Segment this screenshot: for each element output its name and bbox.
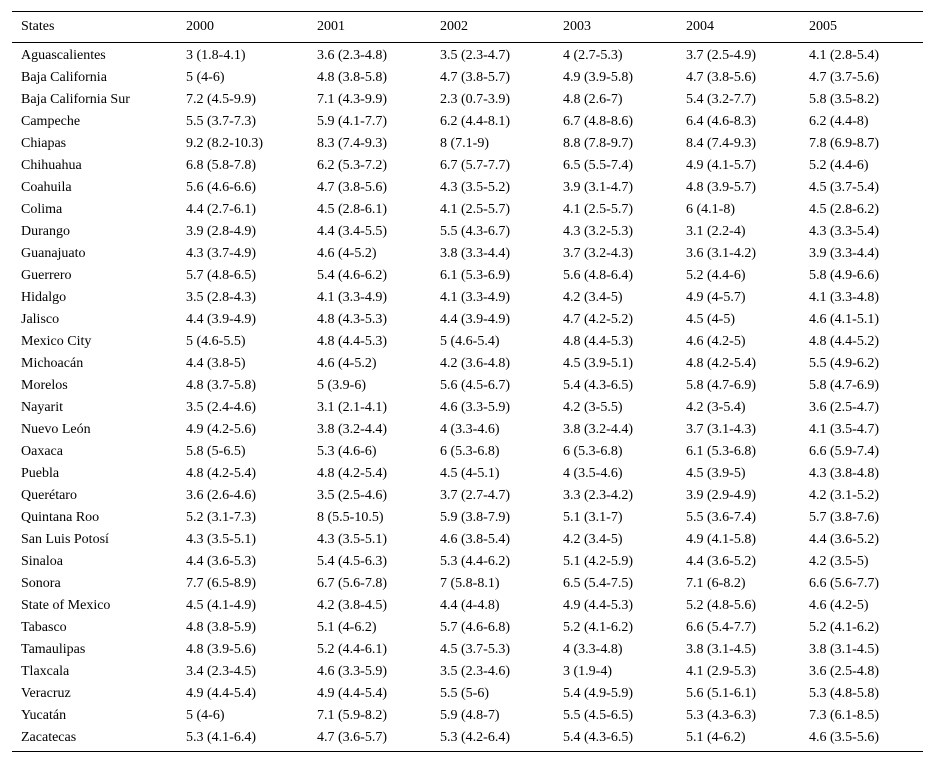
value-cell: 7.2 (4.5-9.9) bbox=[186, 92, 256, 107]
column-header-year: 2002 bbox=[431, 12, 554, 43]
value-cell: 4.8 (3.9-5.7) bbox=[686, 180, 756, 195]
value-cell: 4.4 (3.4-5.5) bbox=[317, 224, 387, 239]
value-cell: 3.7 (2.7-4.7) bbox=[440, 488, 510, 503]
value-cell: 3.9 (3.1-4.7) bbox=[563, 180, 633, 195]
value-cell: 3 (1.8-4.1) bbox=[186, 48, 246, 63]
value-cell: 6 (5.3-6.8) bbox=[563, 444, 623, 459]
value-cell: 5.3 (4.8-5.8) bbox=[809, 686, 879, 701]
value-cell: 5.2 (4.4-6.1) bbox=[317, 642, 387, 657]
state-name-cell: Aguascalientes bbox=[21, 48, 106, 63]
value-cell: 4 (3.5-4.6) bbox=[563, 466, 623, 481]
table-row bbox=[12, 639, 923, 661]
table-row bbox=[12, 155, 923, 177]
value-cell: 6.6 (5.4-7.7) bbox=[686, 620, 756, 635]
value-cell: 6.8 (5.8-7.8) bbox=[186, 158, 256, 173]
value-cell: 4.6 (3.3-5.9) bbox=[440, 400, 510, 415]
table-row bbox=[12, 661, 923, 683]
value-cell: 6.2 (5.3-7.2) bbox=[317, 158, 387, 173]
value-cell: 4.2 (3.6-4.8) bbox=[440, 356, 510, 371]
state-name-cell: Sonora bbox=[21, 576, 61, 591]
value-cell: 4.5 (3.9-5) bbox=[686, 466, 746, 481]
state-name-cell: Mexico City bbox=[21, 334, 92, 349]
value-cell: 3.7 (2.5-4.9) bbox=[686, 48, 756, 63]
column-header-year: 2003 bbox=[554, 12, 677, 43]
state-name-cell: Oaxaca bbox=[21, 444, 63, 459]
value-cell: 4.2 (3.4-5) bbox=[563, 290, 623, 305]
value-cell: 4.1 (2.8-5.4) bbox=[809, 48, 879, 63]
table-row bbox=[12, 463, 923, 485]
value-cell: 4.1 (3.5-4.7) bbox=[809, 422, 879, 437]
value-cell: 8.3 (7.4-9.3) bbox=[317, 136, 387, 151]
value-cell: 4.3 (3.5-5.1) bbox=[317, 532, 387, 547]
value-cell: 3.9 (3.3-4.4) bbox=[809, 246, 879, 261]
value-cell: 4.8 (4.2-5.4) bbox=[317, 466, 387, 481]
value-cell: 4.3 (3.8-4.8) bbox=[809, 466, 879, 481]
value-cell: 3.8 (3.1-4.5) bbox=[686, 642, 756, 657]
value-cell: 5.6 (4.6-6.6) bbox=[186, 180, 256, 195]
table-row bbox=[12, 177, 923, 199]
value-cell: 4.4 (3.8-5) bbox=[186, 356, 246, 371]
value-cell: 3.1 (2.1-4.1) bbox=[317, 400, 387, 415]
value-cell: 5.5 (3.6-7.4) bbox=[686, 510, 756, 525]
value-cell: 6.2 (4.4-8.1) bbox=[440, 114, 510, 129]
value-cell: 4.8 (3.8-5.9) bbox=[186, 620, 256, 635]
value-cell: 5.2 (4.8-5.6) bbox=[686, 598, 756, 613]
value-cell: 3.3 (2.3-4.2) bbox=[563, 488, 633, 503]
table-row bbox=[12, 265, 923, 287]
value-cell: 4.4 (3.9-4.9) bbox=[440, 312, 510, 327]
value-cell: 4.8 (4.4-5.3) bbox=[563, 334, 633, 349]
value-cell: 6.1 (5.3-6.9) bbox=[440, 268, 510, 283]
value-cell: 4.3 (3.3-5.4) bbox=[809, 224, 879, 239]
value-cell: 3.5 (2.4-4.6) bbox=[186, 400, 256, 415]
state-name-cell: Tlaxcala bbox=[21, 664, 70, 679]
value-cell: 4.7 (3.8-5.6) bbox=[317, 180, 387, 195]
value-cell: 4.9 (4.4-5.3) bbox=[563, 598, 633, 613]
value-cell: 8 (5.5-10.5) bbox=[317, 510, 384, 525]
value-cell: 4.1 (3.3-4.8) bbox=[809, 290, 879, 305]
value-cell: 5.1 (4-6.2) bbox=[677, 727, 800, 752]
value-cell: 4.6 (3.8-5.4) bbox=[440, 532, 510, 547]
value-cell: 5 (4-6) bbox=[186, 708, 225, 723]
value-cell: 4.4 (4-4.8) bbox=[440, 598, 500, 613]
value-cell: 3.1 (2.2-4) bbox=[686, 224, 746, 239]
table-row bbox=[12, 331, 923, 353]
value-cell: 5.6 (4.5-6.7) bbox=[440, 378, 510, 393]
value-cell: 5.7 (4.8-6.5) bbox=[186, 268, 256, 283]
value-cell: 4.1 (3.3-4.9) bbox=[440, 290, 510, 305]
value-cell: 5.9 (3.8-7.9) bbox=[440, 510, 510, 525]
data-table-container bbox=[12, 11, 923, 752]
value-cell: 6.2 (4.4-8) bbox=[809, 114, 869, 129]
state-name-cell: Puebla bbox=[21, 466, 60, 481]
value-cell: 4.8 (4.3-5.3) bbox=[317, 312, 387, 327]
value-cell: 4.8 (4.4-5.3) bbox=[317, 334, 387, 349]
value-cell: 5.4 (4.5-6.3) bbox=[317, 554, 387, 569]
value-cell: 5.8 (5-6.5) bbox=[186, 444, 246, 459]
value-cell: 6.6 (5.9-7.4) bbox=[809, 444, 879, 459]
value-cell: 3.9 (2.8-4.9) bbox=[186, 224, 256, 239]
state-name-cell: Morelos bbox=[21, 378, 68, 393]
value-cell: 4.5 (3.9-5.1) bbox=[563, 356, 633, 371]
value-cell: 5.6 (4.8-6.4) bbox=[563, 268, 633, 283]
value-cell: 7.7 (6.5-8.9) bbox=[186, 576, 256, 591]
table-row bbox=[12, 419, 923, 441]
value-cell: 4.8 (3.8-5.8) bbox=[317, 70, 387, 85]
value-cell: 5.4 (4.6-6.2) bbox=[317, 268, 387, 283]
value-cell: 5 (3.9-6) bbox=[317, 378, 366, 393]
value-cell: 5.5 (4.5-6.5) bbox=[563, 708, 633, 723]
value-cell: 5.8 (4.7-6.9) bbox=[809, 378, 879, 393]
state-name-cell: Tabasco bbox=[21, 620, 67, 635]
table-row bbox=[12, 133, 923, 155]
value-cell: 4.9 (4.1-5.8) bbox=[686, 532, 756, 547]
value-cell: 5.8 (4.9-6.6) bbox=[809, 268, 879, 283]
table-row bbox=[12, 287, 923, 309]
value-cell: 5 (4.6-5.4) bbox=[440, 334, 500, 349]
header-row bbox=[12, 12, 923, 43]
value-cell: 5.9 (4.8-7) bbox=[440, 708, 500, 723]
value-cell: 3.7 (3.1-4.3) bbox=[686, 422, 756, 437]
value-cell: 4.7 (3.8-5.7) bbox=[440, 70, 510, 85]
value-cell: 5.8 (4.7-6.9) bbox=[686, 378, 756, 393]
value-cell: 5.2 (3.1-7.3) bbox=[186, 510, 256, 525]
value-cell: 8.4 (7.4-9.3) bbox=[686, 136, 756, 151]
value-cell: 5.3 (4.2-6.4) bbox=[431, 727, 554, 752]
value-cell: 4.7 (4.2-5.2) bbox=[563, 312, 633, 327]
value-cell: 5.2 (4.4-6) bbox=[809, 158, 869, 173]
value-cell: 4.9 (4.1-5.7) bbox=[686, 158, 756, 173]
value-cell: 7.1 (5.9-8.2) bbox=[317, 708, 387, 723]
value-cell: 3.7 (3.2-4.3) bbox=[563, 246, 633, 261]
value-cell: 5.2 (4.4-6) bbox=[686, 268, 746, 283]
state-name-cell: Quintana Roo bbox=[21, 510, 100, 525]
value-cell: 4.2 (3-5.5) bbox=[563, 400, 623, 415]
value-cell: 4 (3.3-4.6) bbox=[440, 422, 500, 437]
value-cell: 4.2 (3-5.4) bbox=[686, 400, 746, 415]
value-cell: 4.5 (2.8-6.1) bbox=[317, 202, 387, 217]
value-cell: 5.4 (4.3-6.5) bbox=[563, 378, 633, 393]
table-row bbox=[12, 199, 923, 221]
table-row bbox=[12, 221, 923, 243]
state-name-cell: State of Mexico bbox=[21, 598, 111, 613]
table-body bbox=[12, 43, 923, 752]
value-cell: 5.3 (4.1-6.4) bbox=[177, 727, 308, 752]
table-header bbox=[12, 12, 923, 43]
column-header-year: 2000 bbox=[177, 12, 308, 43]
value-cell: 2.3 (0.7-3.9) bbox=[440, 92, 510, 107]
state-name-cell: Nayarit bbox=[21, 400, 63, 415]
value-cell: 6 (5.3-6.8) bbox=[440, 444, 500, 459]
value-cell: 4.6 (4.2-5) bbox=[686, 334, 746, 349]
value-cell: 3.6 (2.5-4.8) bbox=[809, 664, 879, 679]
state-name-cell: Jalisco bbox=[21, 312, 60, 327]
value-cell: 5.1 (4.2-5.9) bbox=[563, 554, 633, 569]
table-row bbox=[12, 551, 923, 573]
value-cell: 5.5 (4.3-6.7) bbox=[440, 224, 510, 239]
state-name-cell: Nuevo León bbox=[21, 422, 91, 437]
value-cell: 4.6 (4.1-5.1) bbox=[809, 312, 879, 327]
value-cell: 4.5 (4-5.1) bbox=[440, 466, 500, 481]
state-name-cell: Chihuahua bbox=[21, 158, 82, 173]
table-row bbox=[12, 309, 923, 331]
value-cell: 4.4 (3.6-5.2) bbox=[686, 554, 756, 569]
state-name-cell: Michoacán bbox=[21, 356, 84, 371]
table-row bbox=[12, 89, 923, 111]
value-cell: 7.1 (4.3-9.9) bbox=[317, 92, 387, 107]
value-cell: 4.8 (2.6-7) bbox=[563, 92, 623, 107]
value-cell: 3.6 (2.6-4.6) bbox=[186, 488, 256, 503]
value-cell: 5.4 (4.9-5.9) bbox=[563, 686, 633, 701]
value-cell: 6.1 (5.3-6.8) bbox=[686, 444, 756, 459]
value-cell: 4.9 (4.4-5.4) bbox=[317, 686, 387, 701]
state-name-cell: Querétaro bbox=[21, 488, 77, 503]
value-cell: 5 (4.6-5.5) bbox=[186, 334, 246, 349]
table-row bbox=[12, 595, 923, 617]
table-row bbox=[12, 67, 923, 89]
value-cell: 4.3 (3.5-5.2) bbox=[440, 180, 510, 195]
value-cell: 7.8 (6.9-8.7) bbox=[809, 136, 879, 151]
state-name-cell: Guerrero bbox=[21, 268, 72, 283]
value-cell: 3.8 (3.3-4.4) bbox=[440, 246, 510, 261]
value-cell: 6.7 (4.8-8.6) bbox=[563, 114, 633, 129]
table-row bbox=[12, 529, 923, 551]
value-cell: 4.6 (3.5-5.6) bbox=[800, 727, 923, 752]
value-cell: 6 (4.1-8) bbox=[686, 202, 735, 217]
value-cell: 8.8 (7.8-9.7) bbox=[563, 136, 633, 151]
value-cell: 4.8 (4.4-5.2) bbox=[809, 334, 879, 349]
value-cell: 4.1 (3.3-4.9) bbox=[317, 290, 387, 305]
state-name-cell: Sinaloa bbox=[21, 554, 63, 569]
value-cell: 5.3 (4.4-6.2) bbox=[440, 554, 510, 569]
state-name-cell: San Luis Potosí bbox=[21, 532, 109, 547]
value-cell: 5.2 (4.1-6.2) bbox=[809, 620, 879, 635]
table-row bbox=[12, 617, 923, 639]
value-cell: 4.9 (4-5.7) bbox=[686, 290, 746, 305]
column-header-year: 2004 bbox=[677, 12, 800, 43]
table-row bbox=[12, 485, 923, 507]
value-cell: 3.5 (2.3-4.7) bbox=[440, 48, 510, 63]
value-cell: 8 (7.1-9) bbox=[440, 136, 489, 151]
state-name-cell: Yucatán bbox=[21, 708, 67, 723]
value-cell: 5.3 (4.6-6) bbox=[317, 444, 377, 459]
value-cell: 5.2 (4.1-6.2) bbox=[563, 620, 633, 635]
value-cell: 4 (2.7-5.3) bbox=[563, 48, 623, 63]
value-cell: 4.7 (3.6-5.7) bbox=[308, 727, 431, 752]
value-cell: 3.4 (2.3-4.5) bbox=[186, 664, 256, 679]
value-cell: 4.7 (3.7-5.6) bbox=[809, 70, 879, 85]
table-row bbox=[12, 43, 923, 68]
value-cell: 4.4 (3.9-4.9) bbox=[186, 312, 256, 327]
value-cell: 5.6 (5.1-6.1) bbox=[686, 686, 756, 701]
table-row bbox=[12, 683, 923, 705]
table-row bbox=[12, 705, 923, 727]
value-cell: 5.5 (3.7-7.3) bbox=[186, 114, 256, 129]
value-cell: 5 (4-6) bbox=[186, 70, 225, 85]
state-name-cell: Baja California Sur bbox=[21, 92, 130, 107]
state-name-cell: Tamaulipas bbox=[21, 642, 86, 657]
column-header-year: 2005 bbox=[800, 12, 923, 43]
state-name-cell: Colima bbox=[21, 202, 63, 217]
value-cell: 5.7 (3.8-7.6) bbox=[809, 510, 879, 525]
value-cell: 3.6 (2.3-4.8) bbox=[317, 48, 387, 63]
value-cell: 4.4 (3.6-5.3) bbox=[186, 554, 256, 569]
value-cell: 3.6 (2.5-4.7) bbox=[809, 400, 879, 415]
state-name-cell: Chiapas bbox=[21, 136, 67, 151]
value-cell: 4.6 (3.3-5.9) bbox=[317, 664, 387, 679]
value-cell: 5.8 (3.5-8.2) bbox=[809, 92, 879, 107]
value-cell: 4.6 (4.2-5) bbox=[809, 598, 869, 613]
value-cell: 4.1 (2.9-5.3) bbox=[686, 664, 756, 679]
value-cell: 6.7 (5.6-7.8) bbox=[317, 576, 387, 591]
value-cell: 6.5 (5.4-7.5) bbox=[563, 576, 633, 591]
value-cell: 4.8 (3.7-5.8) bbox=[186, 378, 256, 393]
value-cell: 4.8 (4.2-5.4) bbox=[186, 466, 256, 481]
table-row bbox=[12, 507, 923, 529]
table-row bbox=[12, 111, 923, 133]
value-cell: 4 (3.3-4.8) bbox=[563, 642, 623, 657]
value-cell: 4.5 (3.7-5.3) bbox=[440, 642, 510, 657]
table-row bbox=[12, 397, 923, 419]
value-cell: 4.6 (4-5.2) bbox=[317, 246, 377, 261]
data-table bbox=[12, 11, 923, 752]
value-cell: 5.1 (3.1-7) bbox=[563, 510, 623, 525]
value-cell: 7.1 (6-8.2) bbox=[686, 576, 746, 591]
value-cell: 5.1 (4-6.2) bbox=[317, 620, 377, 635]
value-cell: 4.5 (4.1-4.9) bbox=[186, 598, 256, 613]
value-cell: 3.8 (3.1-4.5) bbox=[809, 642, 879, 657]
state-name-cell: Campeche bbox=[21, 114, 81, 129]
value-cell: 4.9 (4.2-5.6) bbox=[186, 422, 256, 437]
state-name-cell: Baja California bbox=[21, 70, 107, 85]
value-cell: 5.4 (3.2-7.7) bbox=[686, 92, 756, 107]
column-header-states: States bbox=[12, 12, 177, 43]
value-cell: 5.5 (4.9-6.2) bbox=[809, 356, 879, 371]
value-cell: 5.9 (4.1-7.7) bbox=[317, 114, 387, 129]
value-cell: 4.6 (4-5.2) bbox=[317, 356, 377, 371]
value-cell: 4.2 (3.8-4.5) bbox=[317, 598, 387, 613]
value-cell: 4.9 (4.4-5.4) bbox=[186, 686, 256, 701]
table-row bbox=[12, 353, 923, 375]
value-cell: 4.5 (3.7-5.4) bbox=[809, 180, 879, 195]
value-cell: 4.5 (4-5) bbox=[686, 312, 735, 327]
value-cell: 4.5 (2.8-6.2) bbox=[809, 202, 879, 217]
value-cell: 5.3 (4.3-6.3) bbox=[686, 708, 756, 723]
value-cell: 4.2 (3.1-5.2) bbox=[809, 488, 879, 503]
value-cell: 4.4 (3.6-5.2) bbox=[809, 532, 879, 547]
value-cell: 3.5 (2.8-4.3) bbox=[186, 290, 256, 305]
state-name-cell: Coahuila bbox=[21, 180, 72, 195]
column-header-year: 2001 bbox=[308, 12, 431, 43]
value-cell: 4.1 (2.5-5.7) bbox=[440, 202, 510, 217]
value-cell: 3.5 (2.3-4.6) bbox=[440, 664, 510, 679]
value-cell: 4.8 (3.9-5.6) bbox=[186, 642, 256, 657]
table-row bbox=[12, 375, 923, 397]
value-cell: 4.2 (3.4-5) bbox=[563, 532, 623, 547]
state-name-cell: Hidalgo bbox=[21, 290, 67, 305]
value-cell: 3.9 (2.9-4.9) bbox=[686, 488, 756, 503]
table-row bbox=[12, 727, 923, 752]
value-cell: 6.4 (4.6-8.3) bbox=[686, 114, 756, 129]
value-cell: 6.5 (5.5-7.4) bbox=[563, 158, 633, 173]
value-cell: 3.8 (3.2-4.4) bbox=[563, 422, 633, 437]
value-cell: 4.1 (2.5-5.7) bbox=[563, 202, 633, 217]
value-cell: 4.3 (3.7-4.9) bbox=[186, 246, 256, 261]
value-cell: 3.5 (2.5-4.6) bbox=[317, 488, 387, 503]
value-cell: 5.7 (4.6-6.8) bbox=[440, 620, 510, 635]
state-name-cell: Veracruz bbox=[21, 686, 71, 701]
value-cell: 4.7 (3.8-5.6) bbox=[686, 70, 756, 85]
value-cell: 7.3 (6.1-8.5) bbox=[809, 708, 879, 723]
value-cell: 3.6 (3.1-4.2) bbox=[686, 246, 756, 261]
state-name-cell: Zacatecas bbox=[12, 727, 177, 752]
value-cell: 9.2 (8.2-10.3) bbox=[186, 136, 263, 151]
value-cell: 4.3 (3.2-5.3) bbox=[563, 224, 633, 239]
value-cell: 5.4 (4.3-6.5) bbox=[554, 727, 677, 752]
value-cell: 4.3 (3.5-5.1) bbox=[186, 532, 256, 547]
value-cell: 6.6 (5.6-7.7) bbox=[809, 576, 879, 591]
value-cell: 5.5 (5-6) bbox=[440, 686, 489, 701]
value-cell: 3 (1.9-4) bbox=[563, 664, 612, 679]
value-cell: 7 (5.8-8.1) bbox=[440, 576, 500, 591]
value-cell: 4.4 (2.7-6.1) bbox=[186, 202, 256, 217]
table-row bbox=[12, 243, 923, 265]
table-row bbox=[12, 441, 923, 463]
value-cell: 4.9 (3.9-5.8) bbox=[563, 70, 633, 85]
state-name-cell: Durango bbox=[21, 224, 70, 239]
value-cell: 4.2 (3.5-5) bbox=[809, 554, 869, 569]
value-cell: 4.8 (4.2-5.4) bbox=[686, 356, 756, 371]
state-name-cell: Guanajuato bbox=[21, 246, 86, 261]
table-row bbox=[12, 573, 923, 595]
value-cell: 3.8 (3.2-4.4) bbox=[317, 422, 387, 437]
value-cell: 6.7 (5.7-7.7) bbox=[440, 158, 510, 173]
